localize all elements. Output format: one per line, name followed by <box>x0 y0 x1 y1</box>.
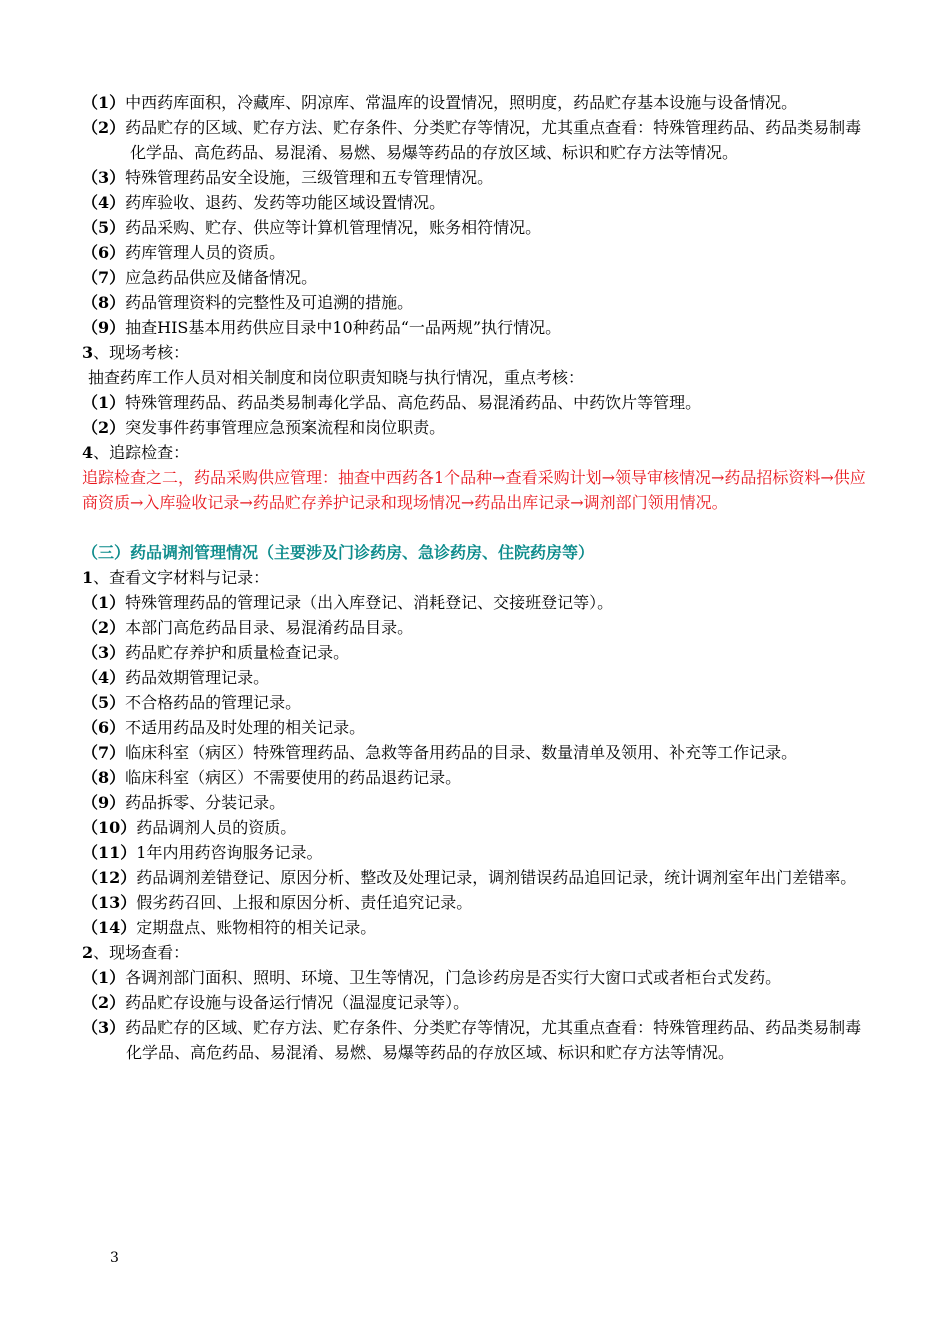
item-number: （9） <box>82 318 126 337</box>
item-text: 、现场查看： <box>93 943 190 962</box>
paragraph <box>82 90 872 115</box>
item-number: （9） <box>82 793 126 812</box>
item-text: 特殊管理药品、药品类易制毒化学品、高危药品、易混淆药品、中药饮片等管理。 <box>125 393 702 412</box>
paragraph <box>82 365 872 390</box>
paragraph <box>82 415 872 440</box>
item-number: （3） <box>82 168 126 187</box>
item-text: 抽查药库工作人员对相关制度和岗位职责知晓与执行情况，重点考核： <box>88 368 585 387</box>
paragraph <box>82 790 872 815</box>
item-number: （12） <box>82 868 137 887</box>
paragraph <box>82 865 872 890</box>
item-text: 不合格药品的管理记录。 <box>125 693 302 712</box>
paragraph <box>82 965 872 990</box>
item-number: （2） <box>82 618 126 637</box>
paragraph <box>82 590 872 615</box>
item-number: （6） <box>82 243 126 262</box>
item-text: 药品贮存养护和质量检查记录。 <box>125 643 350 662</box>
paragraph <box>82 215 872 240</box>
item-text: 药品采购、贮存、供应等计算机管理情况，账务相符情况。 <box>125 218 542 237</box>
item-text: 抽查HIS基本用药供应目录中10种药品“一品两规”执行情况。 <box>125 318 562 337</box>
item-number: （3） <box>82 1018 126 1037</box>
section-heading <box>82 540 872 565</box>
paragraph <box>82 690 872 715</box>
item-text: 药品拆零、分装记录。 <box>125 793 286 812</box>
item-number: （10） <box>82 818 137 837</box>
item-number: （4） <box>82 668 126 687</box>
paragraph <box>82 840 872 865</box>
item-number: （1） <box>82 593 126 612</box>
item-text: 不适用药品及时处理的相关记录。 <box>125 718 366 737</box>
item-text: 特殊管理药品的管理记录（出入库登记、消耗登记、交接班登记等）。 <box>125 593 614 612</box>
item-text: 药库验收、退药、发药等功能区域设置情况。 <box>125 193 446 212</box>
item-text: 临床科室（病区）特殊管理药品、急救等备用药品的目录、数量清单及领用、补充等工作记录。 <box>125 743 798 762</box>
paragraph <box>82 815 872 840</box>
page-number: 3 <box>110 1250 119 1266</box>
item-text: 药品贮存设施与设备运行情况（温湿度记录等）。 <box>125 993 470 1012</box>
item-number: （4） <box>82 193 126 212</box>
item-number: 1 <box>82 568 94 587</box>
item-text: 药品管理资料的完整性及可追溯的措施。 <box>125 293 414 312</box>
paragraph <box>82 765 872 790</box>
paragraph <box>82 565 872 590</box>
item-text: 药库管理人员的资质。 <box>125 243 286 262</box>
item-text: 各调剂部门面积、照明、环境、卫生等情况，门急诊药房是否实行大窗口式或者柜台式发药。 <box>125 968 782 987</box>
item-number: （2） <box>82 418 126 437</box>
item-text: 1年内用药咨询服务记录。 <box>136 843 323 862</box>
paragraph <box>82 990 872 1015</box>
item-text: 追踪检查之二，药品采购供应管理：抽查中西药各1个品种→查看采购计划→领导审核情况→药品招标资料→供应商资质→入库验收记录→药品贮存养护记录和现场情况→药品出库记录→调剂部门领用情况。 <box>82 468 866 512</box>
paragraph <box>82 615 872 640</box>
item-number: （8） <box>82 293 126 312</box>
paragraph <box>82 715 872 740</box>
paragraph <box>82 115 872 165</box>
item-text: （三）药品调剂管理情况（主要涉及门诊药房、急诊药房、住院药房等） <box>82 543 595 562</box>
item-text: 定期盘点、账物相符的相关记录。 <box>136 918 377 937</box>
paragraph <box>82 165 872 190</box>
paragraph <box>82 640 872 665</box>
blank-line <box>82 515 872 540</box>
paragraph <box>82 465 872 515</box>
paragraph <box>82 1015 872 1065</box>
item-number: （2） <box>82 118 126 137</box>
paragraph <box>82 190 872 215</box>
item-text: 临床科室（病区）不需要使用的药品退药记录。 <box>125 768 462 787</box>
paragraph <box>82 290 872 315</box>
paragraph <box>82 940 872 965</box>
item-number: 4 <box>82 443 94 462</box>
item-text: 、追踪检查： <box>93 443 190 462</box>
paragraph <box>82 440 872 465</box>
item-number: （3） <box>82 643 126 662</box>
item-number: （8） <box>82 768 126 787</box>
item-text: 特殊管理药品安全设施，三级管理和五专管理情况。 <box>125 168 494 187</box>
item-number: （7） <box>82 268 126 287</box>
item-text: 突发事件药事管理应急预案流程和岗位职责。 <box>125 418 446 437</box>
item-number: （13） <box>82 893 137 912</box>
item-number: （1） <box>82 93 126 112</box>
document-body <box>82 90 872 1065</box>
item-number: 2 <box>82 943 94 962</box>
item-text: 药品效期管理记录。 <box>125 668 270 687</box>
item-text: 药品调剂人员的资质。 <box>136 818 297 837</box>
item-text: 中西药库面积，冷藏库、阴凉库、常温库的设置情况，照明度，药品贮存基本设施与设备情况。 <box>125 93 798 112</box>
paragraph <box>82 890 872 915</box>
item-number: （14） <box>82 918 137 937</box>
item-number: （7） <box>82 743 126 762</box>
item-text: 应急药品供应及储备情况。 <box>125 268 318 287</box>
paragraph <box>82 240 872 265</box>
item-text: 本部门高危药品目录、易混淆药品目录。 <box>125 618 414 637</box>
paragraph <box>82 390 872 415</box>
item-number: （6） <box>82 718 126 737</box>
item-number: （5） <box>82 693 126 712</box>
item-number: （2） <box>82 993 126 1012</box>
paragraph <box>82 665 872 690</box>
item-text: 、查看文字材料与记录： <box>93 568 270 587</box>
item-number: （5） <box>82 218 126 237</box>
paragraph <box>82 740 872 765</box>
paragraph <box>82 265 872 290</box>
paragraph <box>82 915 872 940</box>
paragraph <box>82 340 872 365</box>
item-number: （11） <box>82 843 137 862</box>
item-text: 药品贮存的区域、贮存方法、贮存条件、分类贮存等情况，尤其重点查看：特殊管理药品、药品类易制毒化学品、高危药品、易混淆、易燃、易爆等药品的存放区域、标识和贮存方法等情况。 <box>125 1018 862 1062</box>
item-number: 3 <box>82 343 94 362</box>
item-text: 假劣药召回、上报和原因分析、责任追究记录。 <box>136 893 473 912</box>
item-number: （1） <box>82 393 126 412</box>
item-number: （1） <box>82 968 126 987</box>
item-text: 、现场考核： <box>93 343 190 362</box>
item-text: 药品调剂差错登记、原因分析、整改及处理记录，调剂错误药品追回记录，统计调剂室年出门差错率。 <box>136 868 857 887</box>
paragraph <box>82 315 872 340</box>
item-text: 药品贮存的区域、贮存方法、贮存条件、分类贮存等情况，尤其重点查看：特殊管理药品、药品类易制毒化学品、高危药品、易混淆、易燃、易爆等药品的存放区域、标识和贮存方法等情况。 <box>125 118 862 162</box>
